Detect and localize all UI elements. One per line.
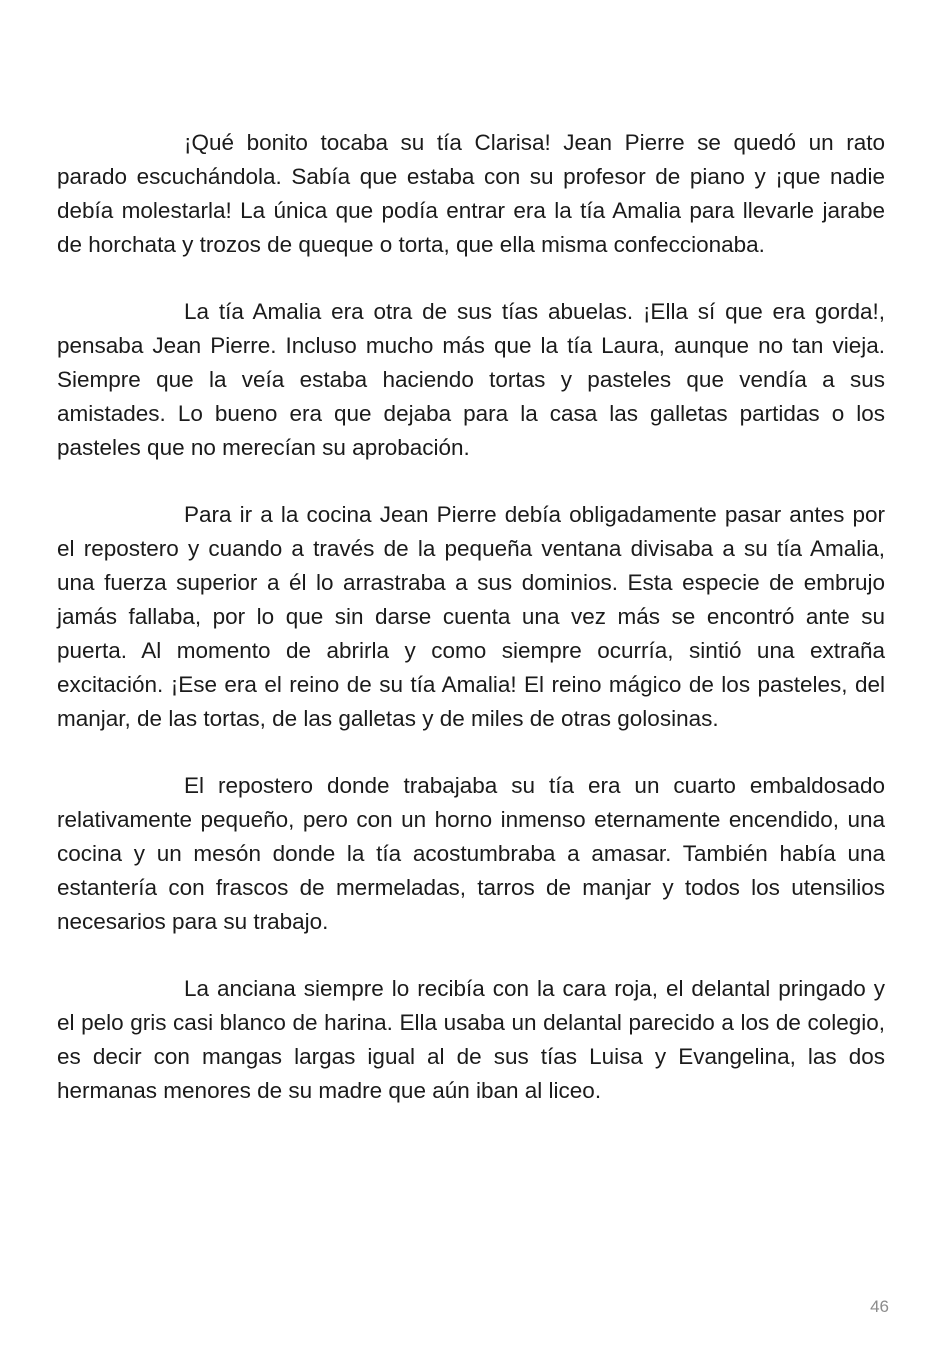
body-text (57, 126, 885, 1141)
paragraph-5: La anciana siempre lo recibía con la cara roja, el delantal pringado y el pelo gris casi blanco de harina. Ella usaba un delantal parecido a los de colegio, es decir con mangas largas igual al de sus tías Luisa y Evangelina, las dos hermanas menores de su madre que aún iban al liceo. (57, 976, 885, 1103)
paragraph-1: ¡Qué bonito tocaba su tía Clarisa! Jean Pierre se quedó un rato parado escuchándola. Sabía que estaba con su profesor de piano y ¡que nadie debía molestarla! La única que podía entrar era la tía Amalia para llevarle jarabe de horchata y trozos de queque o torta, que ella misma confeccionaba. (57, 130, 885, 257)
paragraph-3: Para ir a la cocina Jean Pierre debía obligadamente pasar antes por el repostero y cuando a través de la pequeña ventana divisaba a su tía Amalia, una fuerza superior a él lo arrastraba a sus dominios. Esta especie de embrujo jamás fallaba, por lo que sin darse cuenta una vez más se encontró ante su puerta. Al momento de abrirla y como siempre ocurría, sintió una extraña excitación. ¡Ese era el reino de su tía Amalia! El reino mágico de los pasteles, del manjar, de las tortas, de las galletas y de miles de otras golosinas. (57, 502, 885, 731)
paragraph-4: El repostero donde trabajaba su tía era un cuarto embaldosado relativamente pequeño, pero con un horno inmenso eternamente encendido, una cocina y un mesón donde la tía acostumbraba a amasar. También había una estantería con frascos de mermeladas, tarros de manjar y todos los utensilios necesarios para su trabajo. (57, 773, 885, 934)
page-number: 46 (870, 1297, 889, 1316)
paragraph-2: La tía Amalia era otra de sus tías abuelas. ¡Ella sí que era gorda!, pensaba Jean Pierre. Incluso mucho más que la tía Laura, aunque no tan vieja. Siempre que la veía estaba haciendo tortas y pasteles que vendía a sus amistades. Lo bueno era que dejaba para la casa las galletas partidas o los pasteles que no merecían su aprobación. (57, 299, 885, 460)
